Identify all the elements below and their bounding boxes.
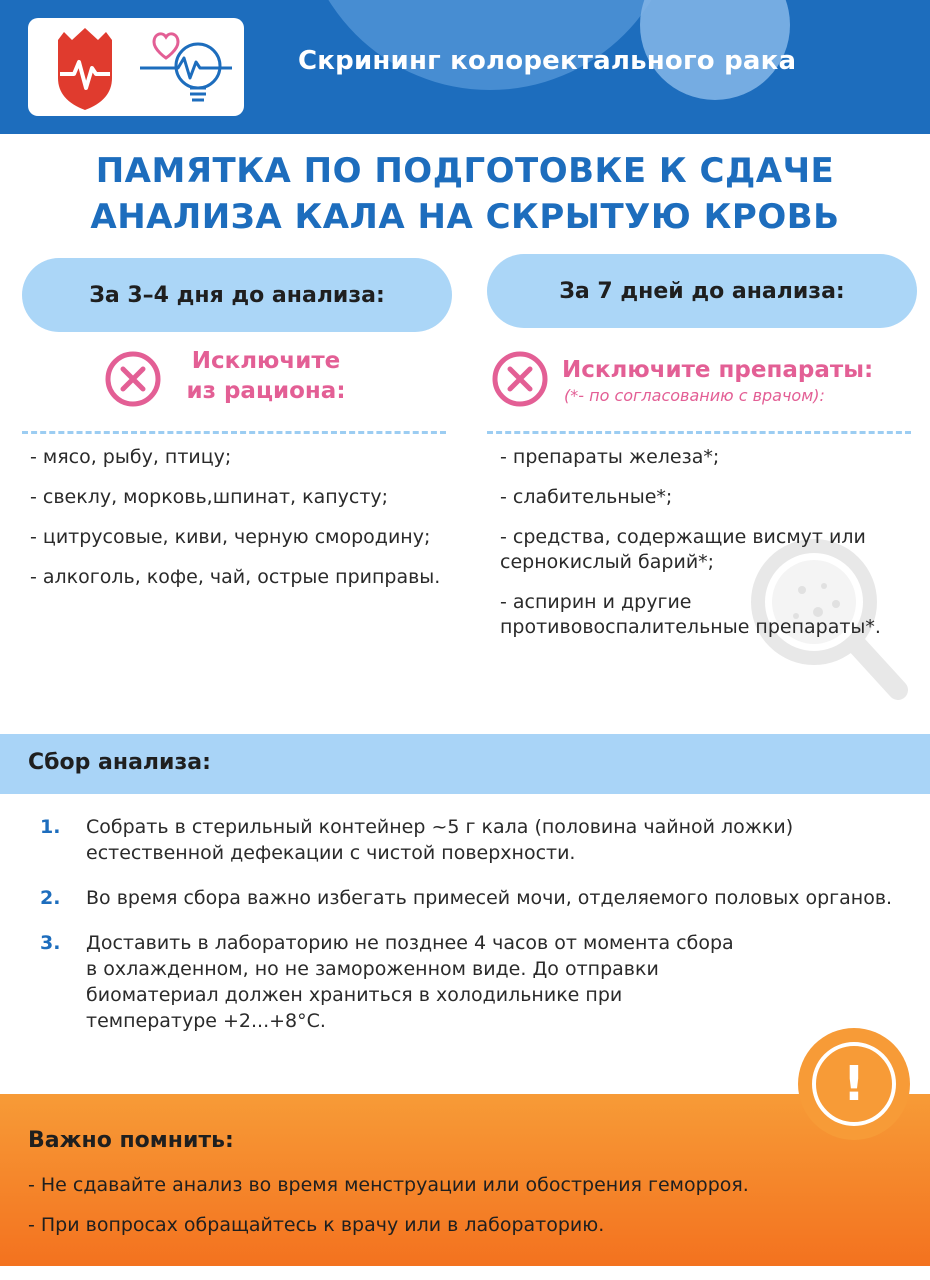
step-item [40, 885, 900, 911]
step-number: 1. [40, 816, 61, 838]
page-title [0, 148, 930, 240]
exclude-icon [491, 350, 549, 408]
collection-steps [40, 814, 900, 1053]
list-item: - мясо, рыбу, птицу; [30, 446, 232, 468]
list-item: - Не сдавайте анализ во время менструации или обострения геморроя. [28, 1174, 749, 1196]
list-item: - средства, содержащие висмут или сернокислый барий*; [500, 526, 866, 573]
diet-exclusion-list [30, 445, 470, 605]
drug-timing-pill: За 7 дней до анализа: [487, 254, 917, 328]
heart-lightbulb-icon [132, 22, 242, 114]
list-item: - При вопросах обращайтесь к врачу или в лабораторию. [28, 1214, 605, 1236]
logo-panel [28, 18, 244, 116]
list-item: - свеклу, морковь,шпинат, капусту; [30, 486, 389, 508]
exclamation-icon: ! [843, 1056, 865, 1112]
exclude-diet-heading [176, 346, 356, 406]
list-item: - препараты железа*; [500, 446, 720, 468]
collection-title: Сбор анализа: [28, 750, 211, 775]
step-item [40, 930, 900, 1034]
page-title-line: АНАЛИЗА КАЛА НА СКРЫТУЮ КРОВЬ [90, 197, 840, 237]
step-text: Собрать в стерильный контейнер ~5 г кала (половина чайной ложки) естественной дефекации с чистой поверхности. [86, 816, 794, 864]
list-item: - аспирин и другие противовоспалительные препараты*. [500, 591, 881, 638]
list-item: - слабительные*; [500, 486, 673, 508]
city-coat-of-arms-icon [50, 26, 120, 112]
exclude-icon [104, 350, 162, 408]
diet-timing-pill: За 3–4 дня до анализа: [22, 258, 452, 332]
drug-exclusion-list [500, 445, 910, 655]
step-text: Доставить в лабораторию не позднее 4 часов от момента сбора в охлажденном, но не замороженном виде. До отправки биоматериал должен храниться в холодильнике при температуре +2...+8°С. [86, 932, 734, 1032]
step-item [40, 814, 900, 866]
important-title: Важно помнить: [28, 1128, 234, 1153]
exclude-drugs-note: (*- по согласованию с врачом): [564, 386, 825, 405]
divider [22, 431, 446, 434]
page-title-line: ПАМЯТКА ПО ПОДГОТОВКЕ К СДАЧЕ [95, 151, 835, 191]
header-banner [0, 0, 930, 134]
step-number: 3. [40, 932, 61, 954]
list-item: - цитрусовые, киви, черную смородину; [30, 526, 431, 548]
decorative-bubble [300, 0, 680, 90]
exclude-drugs-heading: Исключите препараты: [562, 357, 874, 383]
important-list [28, 1172, 908, 1252]
step-text: Во время сбора важно избегать примесей мочи, отделяемого половых органов. [86, 887, 893, 909]
exclude-diet-line: Исключите [191, 348, 341, 374]
step-number: 2. [40, 887, 61, 909]
exclude-diet-line: из рациона: [186, 378, 346, 404]
header-title: Скрининг колоректального рака [298, 46, 797, 76]
list-item: - алкоголь, кофе, чай, острые приправы. [30, 566, 441, 588]
divider [487, 431, 911, 434]
